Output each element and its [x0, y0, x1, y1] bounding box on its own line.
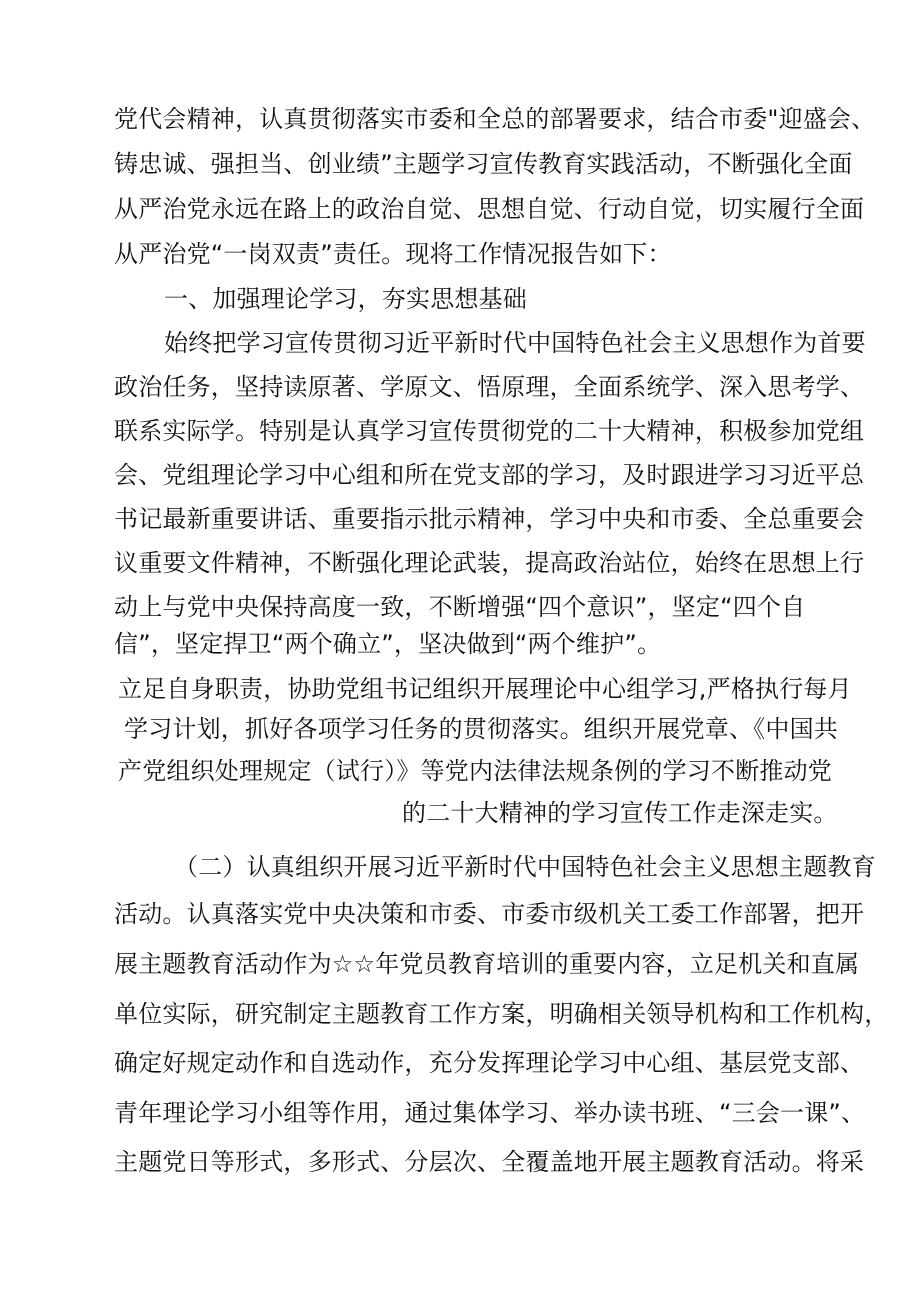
para3-line-2: 活动。认真落实党中央决策和市委、市委市级机关工委工作部署，把开 — [114, 900, 865, 928]
para1-line-6: 议重要文件精神，不断强化理论武装，提高政治站位，始终在思想上行 — [114, 549, 865, 577]
para1-line-8: 信”，坚定捍卫“两个确立”，坚决做到“两个维护”。 — [114, 630, 662, 658]
intro-line-2: 铸忠诚、强担当、创业绩”主题学习宣传教育实践活动，不断强化全面 — [114, 150, 853, 178]
para3-line-7: 主题党日等形式，多形式、分层次、全覆盖地开展主题教育活动。将采 — [114, 1148, 865, 1176]
para3-line-3: 展主题教育活动作为☆☆年党员教育培训的重要内容，立足机关和直属 — [114, 950, 860, 978]
intro-line-3: 从严治党永远在路上的政治自觉、思想自觉、行动自觉，切实履行全面 — [114, 195, 865, 223]
para3-line-4: 单位实际，研究制定主题教育工作方案，明确相关领导机构和工作机构， — [114, 1000, 889, 1028]
para2-line-2: 学习计划，抓好各项学习任务的贯彻落实。组织开展党章、《中国共 — [124, 715, 838, 743]
para1-line-4: 会、党组理论学习中心组和所在党支部的学习，及时跟进学习习近平总 — [114, 461, 865, 489]
para2-line-4: 的二十大精神的学习宣传工作走深走实。 — [402, 799, 838, 827]
para1-line-1: 始终把学习宣传贯彻习近平新时代中国特色社会主义思想作为首要 — [164, 329, 866, 357]
para1-line-5: 书记最新重要讲话、重要指示批示精神，学习中央和市委、全总重要会 — [114, 505, 865, 533]
section-heading: 一、加强理论学习，夯实思想基础 — [164, 285, 527, 313]
para1-line-2: 政治任务，坚持读原著、学原文、悟原理，全面系统学、深入思考学、 — [114, 373, 865, 401]
para2-line-1: 立足自身职责，协助党组书记组织开展理论中心组学习,严格执行每月 — [118, 675, 852, 703]
intro-line-4: 从严治党“一岗双责”责任。现将工作情况报告如下： — [114, 240, 672, 268]
para3-line-5: 确定好规定动作和自选动作，充分发挥理论学习中心组、基层党支部、 — [114, 1049, 865, 1077]
para1-line-3: 联系实际学。特别是认真学习宣传贯彻党的二十大精神，积极参加党组 — [114, 417, 865, 445]
intro-line-1: 党代会精神，认真贯彻落实市委和全总的部署要求，结合市委"迎盛会、 — [114, 105, 876, 133]
para2-line-3: 产党组织处理规定（试行）》等党内法律法规条例的学习不断推动党 — [118, 757, 832, 785]
para1-line-7: 动上与党中央保持高度一致，不断增强“四个意识”，坚定“四个自 — [114, 593, 806, 621]
para3-line-1: （二）认真组织开展习近平新时代中国特色社会主义思想主题教育 — [174, 853, 876, 881]
para3-line-6: 青年理论学习小组等作用，通过集体学习、举办读书班、“三会一课”、 — [114, 1099, 866, 1127]
